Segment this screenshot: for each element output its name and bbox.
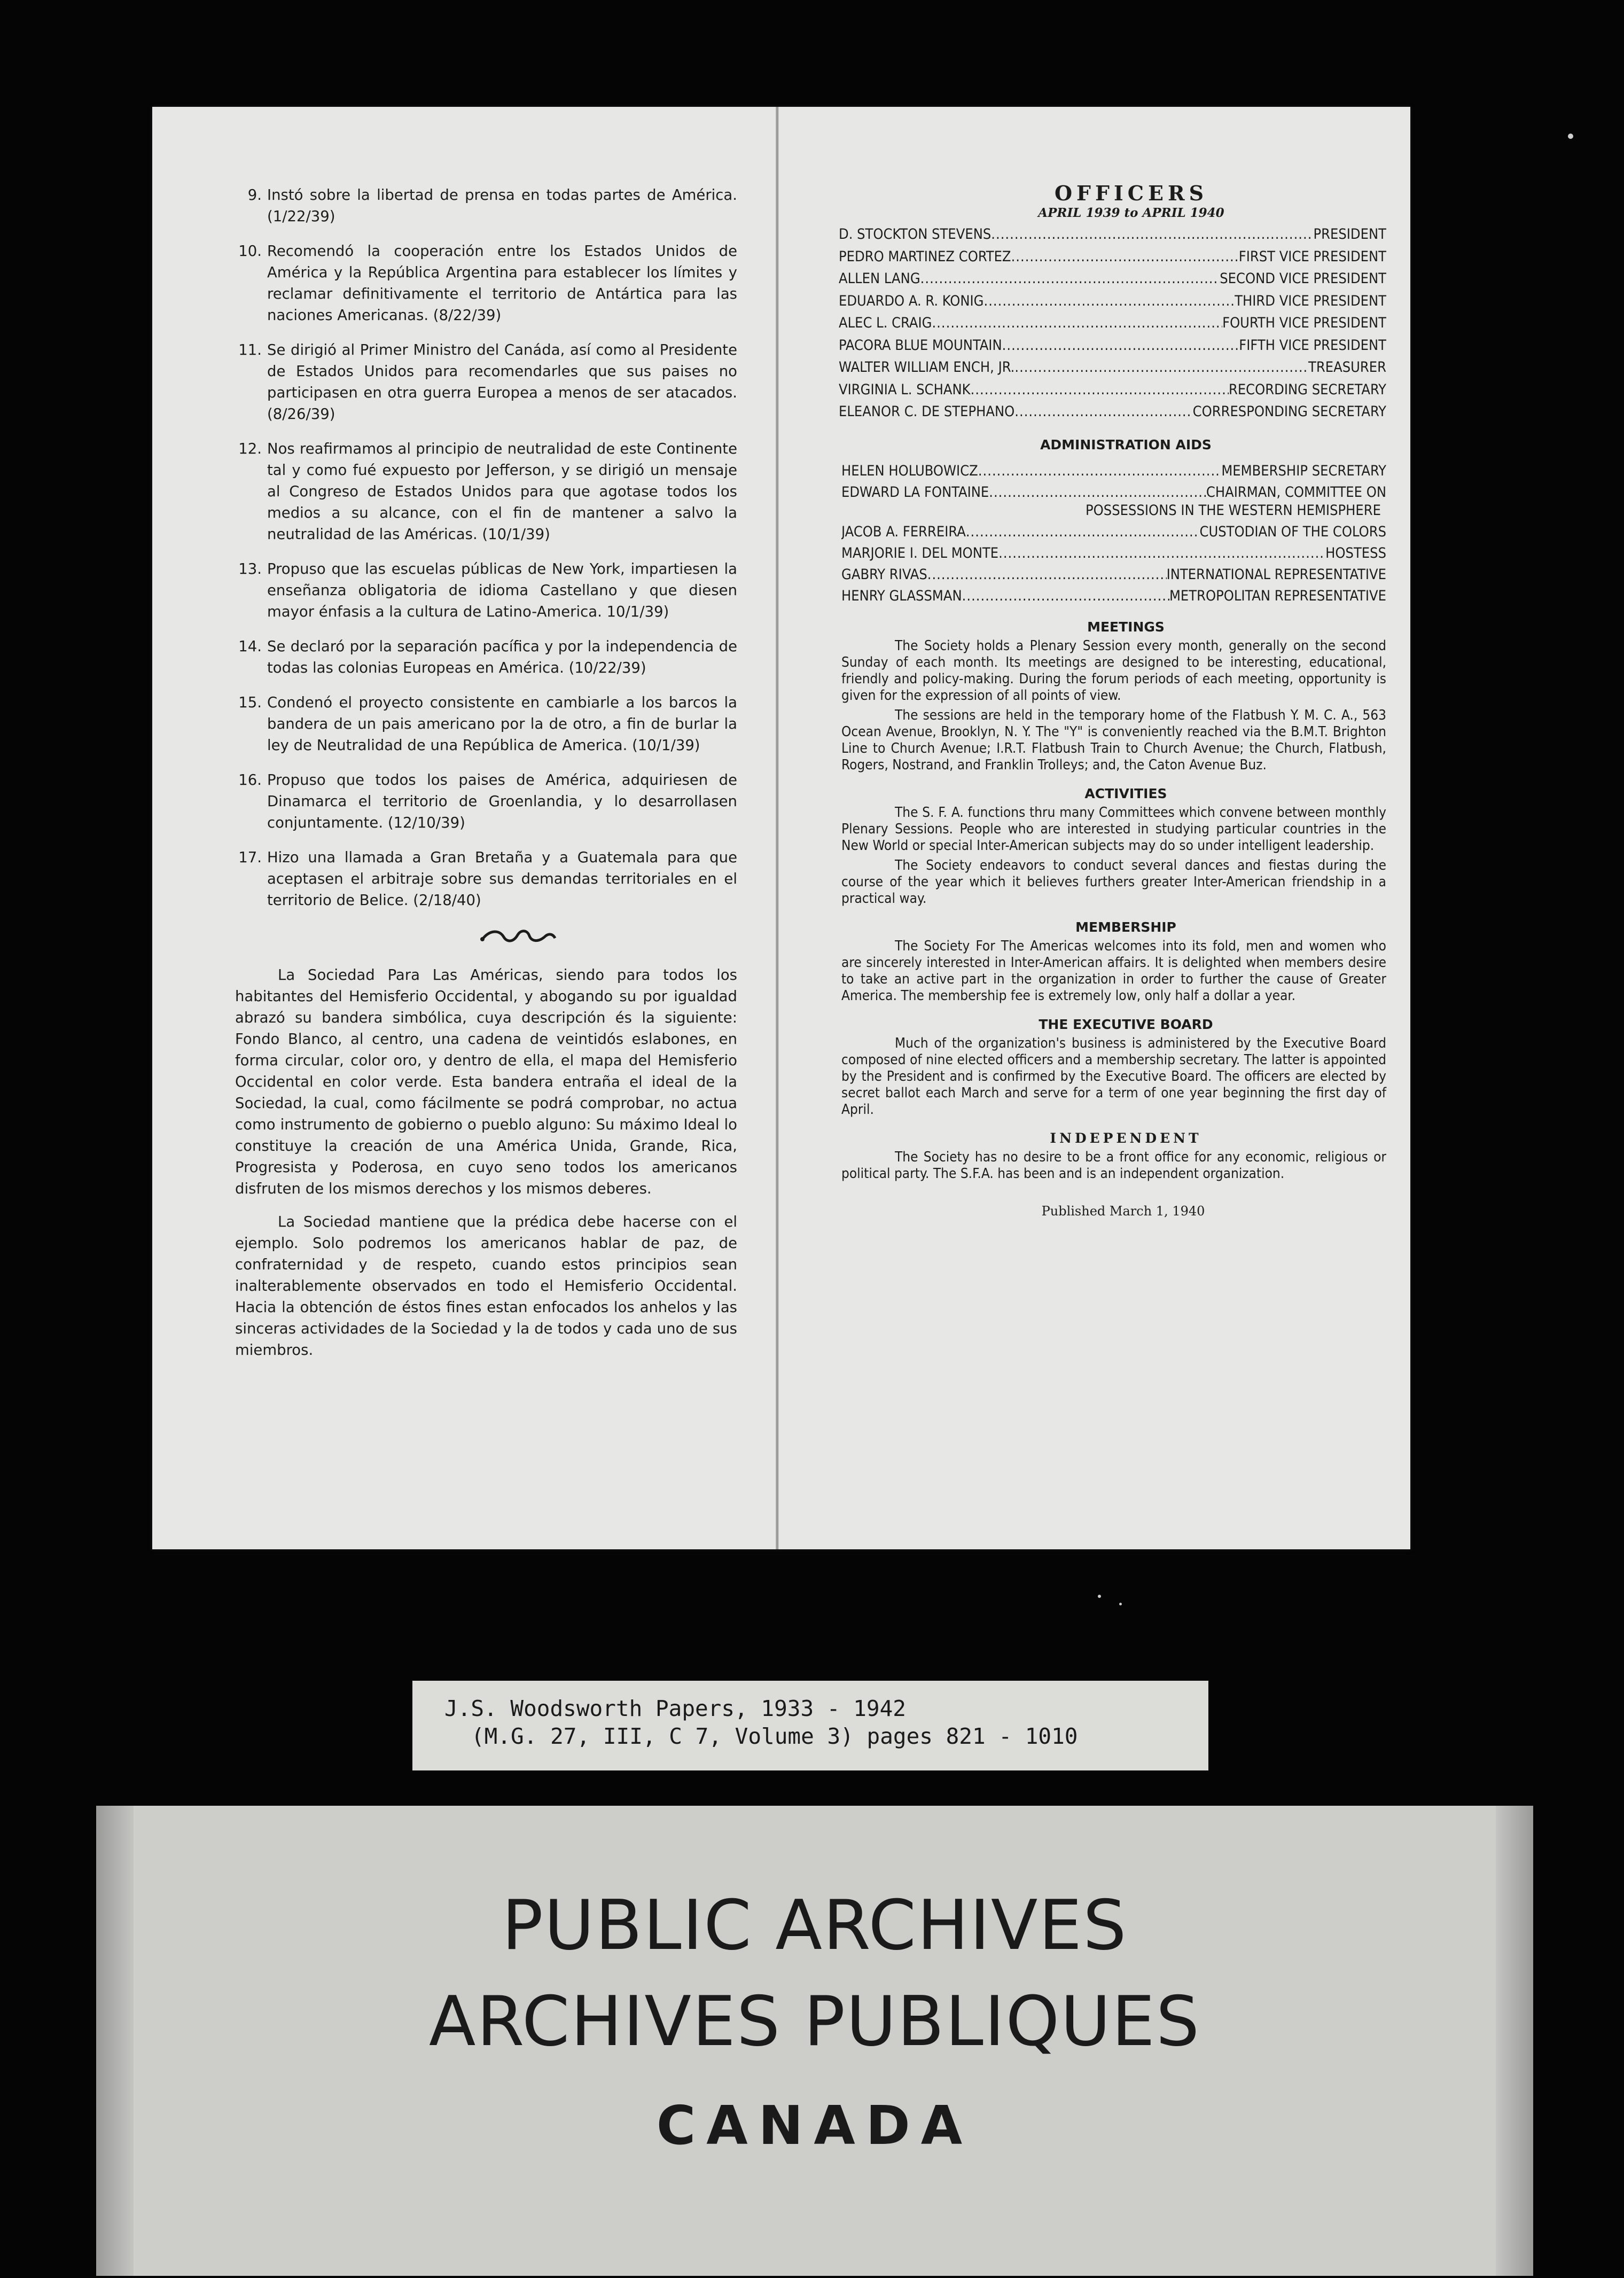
right-page (839, 182, 1386, 1219)
published-date: Published March 1, 1940 (1041, 1203, 1205, 1219)
item-text: Instó sobre la libertad de prensa en todas partes de América. (1/22/39) (267, 186, 737, 225)
leader-dots (1014, 401, 1192, 423)
aid-row (841, 461, 1386, 482)
aids-title: ADMINISTRATION AIDS (1040, 436, 1212, 453)
item-text: Nos reafirmamos al principio de neutralidad de este Continente tal y como fué expuesto por Jefferson, y se dirigió un mensaje al Congreso de Estados Unidos para que agotase todos los medios a su alcance, con el fin de mantener a salvo la neutralidad de las Américas. (10/1/39) (267, 440, 737, 543)
item-text: Se declaró por la separación pacífica y por la independencia de todas las colonias Europeas en América. (10/22/39) (267, 638, 737, 676)
leader-dots (1002, 334, 1239, 357)
list-item (235, 438, 737, 545)
officers-list (839, 223, 1386, 423)
archive-title-english: PUBLIC ARCHIVES (502, 1886, 1128, 1965)
aid-role: CHAIRMAN, COMMITTEE ON (1206, 483, 1386, 501)
officer-role: THIRD VICE PRESIDENT (1235, 292, 1386, 309)
officer-role: PRESIDENT (1313, 226, 1386, 243)
leader-dots (971, 379, 1229, 401)
item-text: Hizo una llamada a Gran Bretaña y a Guatemala para que aceptasen el arbitraje sobre sus demandas territoriales en el territorio de Belice. (2/18/40) (267, 849, 737, 909)
list-item (235, 184, 737, 227)
leader-dots (991, 223, 1313, 246)
aid-row (841, 543, 1386, 564)
document-spread (152, 107, 1410, 1549)
list-item (235, 339, 737, 425)
meetings-location-paragraph: The sessions are held in the temporary home of the Flatbush Y. M. C. A., 563 Ocean Avenue, Brooklyn, N. Y. The "Y" is conveniently reached via the B.M.T. Brighton Line to Church Avenue; I.R.T. Flatbush Train to Church Avenue; the Church, Flatbush, Rogers, Nostrand, and Franklin Trolleys; and, the Caton Avenue Buz. (841, 707, 1386, 773)
item-text: Propuso que las escuelas públicas de New York, impartiesen la enseñanza obligatoria de idioma Castellano y que diesen mayor énfasis a la cultura de Latino-America. 10/1/39) (267, 560, 737, 620)
list-item (235, 769, 737, 833)
executive-board-heading: THE EXECUTIVE BOARD (1039, 1016, 1213, 1032)
officer-role: FIFTH VICE PRESIDENT (1239, 337, 1386, 354)
item-number: 15. (238, 694, 262, 711)
item-text: Condenó el proyecto consistente en cambiarle a los barcos la bandera de un pais americano por la de otro, a fin de burlar la ley de Neutralidad de una República de America. (10/1/39) (267, 694, 737, 754)
example-paragraph: La Sociedad mantiene que la prédica debe hacerse con el ejemplo. Solo podremos los americanos hablar de paz, de confraternidad y de respeto, cuando estos principios sean inalterablemente observados en todo el Hemisferio Occidental. Hacia la obtención de éstos fines estan enfocados los anhelos y las sinceras actividades de la Sociedad y la de todos y cada uno de sus miembros. (235, 1213, 737, 1359)
list-item (235, 692, 737, 756)
membership-paragraph: The Society For The Americas welcomes into its fold, men and women who are sincerely interested in Inter-American affairs. It is delighted when members desire to take an active part in the organization in order to further the cause of Greater America. The membership fee is extremely low, only half a dollar a year. (841, 938, 1386, 1004)
officer-row (839, 268, 1386, 290)
meetings-paragraph: The Society holds a Plenary Session every month, generally on the second Sunday of each month. Its meetings are designed to be interesting, educational, friendly and policy-making. During the forum periods of each meeting, opportunity is given for the expression of all points of view. (841, 637, 1386, 704)
aid-role: MEMBERSHIP SECRETARY (1221, 462, 1386, 479)
aid-role: HOSTESS (1325, 544, 1386, 561)
item-number: 16. (238, 771, 262, 789)
reference-line-1: J.S. Woodsworth Papers, 1933 - 1942 (444, 1696, 906, 1721)
list-item (235, 847, 737, 911)
leader-dots (927, 564, 1167, 586)
officer-role: SECOND VICE PRESIDENT (1220, 270, 1386, 287)
aid-name: EDWARD LA FONTAINE (841, 483, 989, 501)
item-number: 17. (238, 849, 262, 866)
officer-row (839, 290, 1386, 313)
item-number: 9. (247, 186, 262, 204)
dust-speck (1119, 1603, 1122, 1605)
independent-paragraph: The Society has no desire to be a front office for any economic, religious or political party. The S.F.A. has been and is an independent organization. (841, 1149, 1386, 1182)
flourish-ornament-icon (299, 924, 737, 951)
officer-row (839, 401, 1386, 423)
archive-country: CANADA (656, 2094, 973, 2157)
officer-row (839, 246, 1386, 268)
item-number: 12. (238, 440, 262, 457)
archive-title-french: ARCHIVES PUBLIQUES (428, 1982, 1201, 2062)
independent-heading: INDEPENDENT (1050, 1130, 1202, 1146)
aid-role: METROPOLITAN REPRESENTATIVE (1169, 587, 1386, 604)
aid-role: INTERNATIONAL REPRESENTATIVE (1166, 566, 1386, 583)
officers-period: APRIL 1939 to APRIL 1940 (1038, 206, 1224, 220)
activities-events-paragraph: The Society endeavors to conduct several dances and fiestas during the course of the year which it believes furthers greater Inter-American friendship in a practical way. (841, 857, 1386, 907)
reference-line-2: (M.G. 27, III, C 7, Volume 3) pages 821 - 1010 (471, 1723, 1078, 1749)
left-page (235, 184, 737, 1372)
officer-row (839, 223, 1386, 246)
leader-dots (966, 521, 1200, 543)
meetings-heading: MEETINGS (1087, 619, 1165, 635)
list-item (235, 240, 737, 326)
aid-row (841, 564, 1386, 586)
aid-role-continuation: POSSESSIONS IN THE WESTERN HEMISPHERE (1086, 502, 1381, 519)
aid-role: CUSTODIAN OF THE COLORS (1199, 523, 1386, 540)
reference-label (412, 1681, 1208, 1770)
officer-name: VIRGINIA L. SCHANK (839, 381, 971, 398)
aid-row (841, 521, 1386, 543)
officer-role: CORRESPONDING SECRETARY (1192, 403, 1386, 420)
flag-paragraph: La Sociedad Para Las Américas, siendo para todos los habitantes del Hemisferio Occidental, y abogando su por igualdad abrazó su bandera simbólica, cuya descripción és la siguiente: Fondo Blanco, al centro, una cadena de veintidós eslabones, en forma circular, color oro, y dentro de ella, el mapa del Hemisferio Occidental en color verde. Esta bandera entraña el ideal de la Sociedad, la cual, como fácilmente se podrá comprobar, no actua como instrumento de gobierno o pueblo alguno: Su máximo Ideal lo constituye la creación de una América Unida, Grande, Rica, Progresista y Poderosa, en cuyo seno todos los americanos disfruten de los mismos derechos y los mismos deberes. (235, 966, 737, 1197)
officer-row (839, 312, 1386, 334)
leader-dots (920, 268, 1220, 290)
aid-name: JACOB A. FERREIRA (841, 523, 966, 540)
officer-role: FOURTH VICE PRESIDENT (1222, 315, 1386, 331)
leader-dots (932, 312, 1222, 334)
item-text: Recomendó la cooperación entre los Estados Unidos de América y la República Argentina para establecer los límites y reclamar definitivamente el territorio de Antártica para las naciones Americanas. (8/22/39) (267, 243, 737, 324)
item-number: 10. (238, 243, 262, 260)
leader-dots (978, 461, 1222, 482)
aid-name: GABRY RIVAS (841, 566, 927, 583)
list-item (235, 558, 737, 622)
officer-role: RECORDING SECRETARY (1228, 381, 1386, 398)
item-number: 14. (238, 638, 262, 655)
leader-dots (1011, 246, 1239, 268)
aid-name: HENRY GLASSMAN (841, 587, 962, 604)
officer-name: D. STOCKTON STEVENS (839, 226, 991, 243)
officer-role: FIRST VICE PRESIDENT (1238, 248, 1386, 265)
item-number: 13. (238, 560, 262, 578)
item-text: Se dirigió al Primer Ministro del Canáda, así como al Presidente de Estados Unidos para recomendarles que sus paises no participasen en otra guerra Europea a menos de ser atacados. (8/26/39) (267, 341, 737, 423)
officer-name: ALEC L. CRAIG (839, 315, 932, 331)
item-number: 11. (238, 341, 262, 358)
officer-name: ALLEN LANG (839, 270, 920, 287)
executive-board-paragraph: Much of the organization's business is administered by the Executive Board composed of nine elected officers and a membership secretary. The latter is appointed by the President and is confirmed by the Executive Board. The officers are elected by secret ballot each March and serve for a term of one year beginning the first day of April. (841, 1035, 1386, 1118)
archive-card (96, 1806, 1533, 2276)
officer-row (839, 379, 1386, 401)
aids-list (841, 461, 1386, 607)
leader-dots (998, 543, 1325, 564)
dust-speck (1568, 134, 1573, 139)
leader-dots (1014, 356, 1308, 379)
aid-name: MARJORIE I. DEL MONTE (841, 544, 999, 561)
dust-speck (1098, 1595, 1101, 1598)
activities-paragraph: The S. F. A. functions thru many Committees which convene between monthly Plenary Sessions. People who are interested in studying particular countries in the New World or special Inter-American subjects may do so under intelligent leadership. (841, 804, 1386, 854)
officer-name: PEDRO MARTINEZ CORTEZ (839, 248, 1011, 265)
officer-name: EDUARDO A. R. KONIG (839, 292, 984, 309)
leader-dots (962, 586, 1169, 607)
item-text: Propuso que todos los paises de América, adquiriesen de Dinamarca el territorio de Groenlandia, y lo desarrollasen conjuntamente. (12/10/39) (267, 771, 737, 831)
officers-title: OFFICERS (1054, 181, 1208, 205)
list-item (235, 636, 737, 678)
membership-heading: MEMBERSHIP (1075, 919, 1176, 935)
officer-role: TREASURER (1308, 359, 1386, 376)
aid-name: HELEN HOLUBOWICZ (841, 462, 978, 479)
aid-row (841, 586, 1386, 607)
officer-name: PACORA BLUE MOUNTAIN (839, 337, 1002, 354)
leader-dots (983, 290, 1235, 313)
officer-name: ELEANOR C. DE STEPHANO (839, 403, 1015, 420)
page-fold (776, 107, 779, 1549)
officer-name: WALTER WILLIAM ENCH, JR. (839, 359, 1015, 376)
officer-row (839, 334, 1386, 357)
officer-row (839, 356, 1386, 379)
activities-heading: ACTIVITIES (1084, 785, 1167, 801)
flourish-ornament-icon (478, 927, 558, 946)
